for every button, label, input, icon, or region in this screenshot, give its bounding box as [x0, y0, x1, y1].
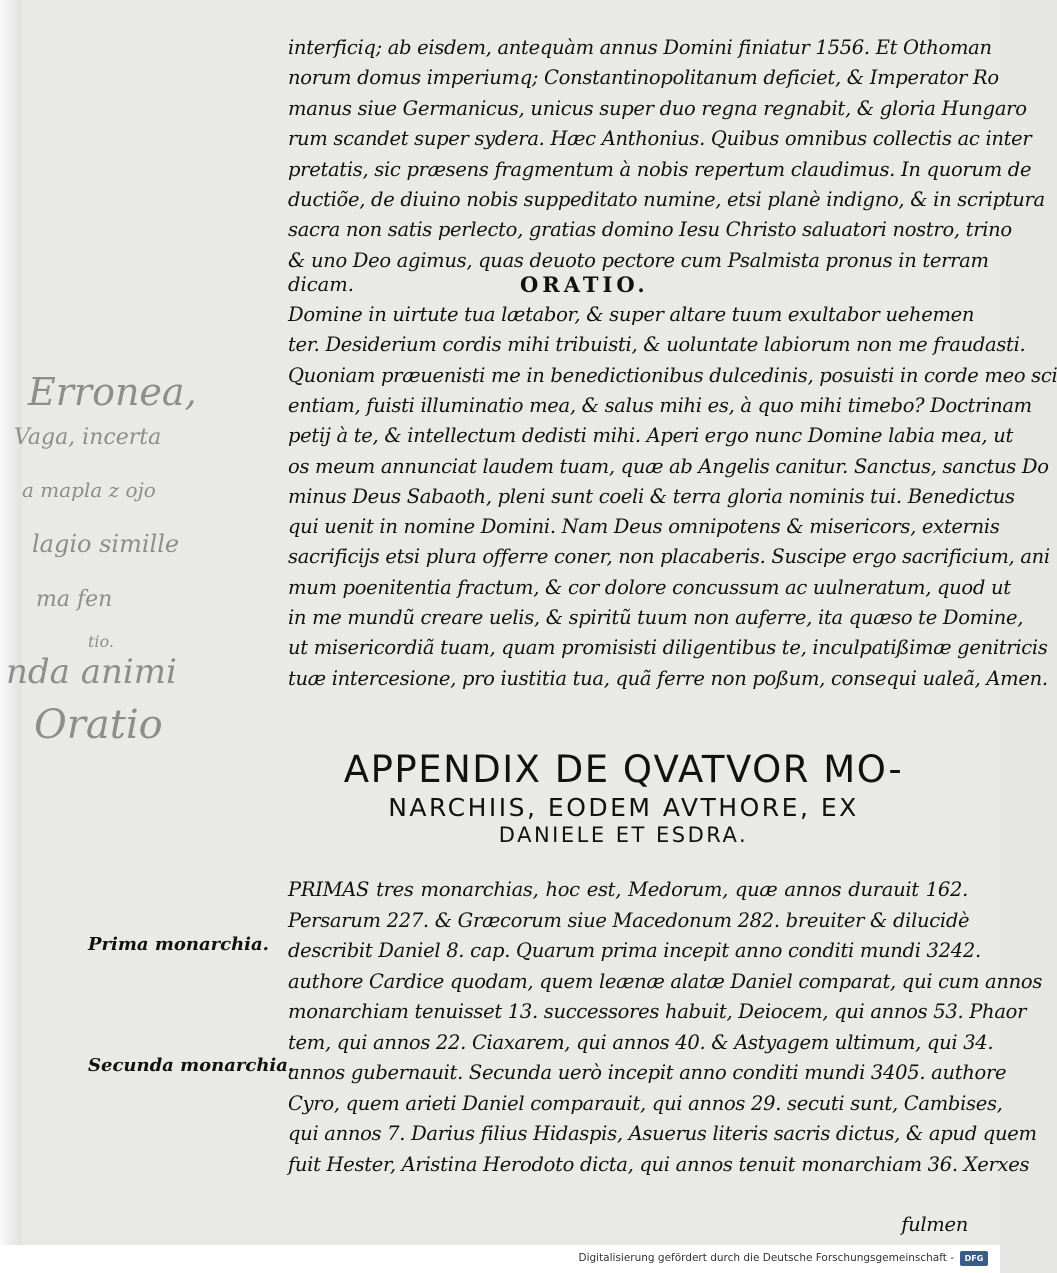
appendix-heading-line1: APPENDIX DE QVATVOR MO- — [343, 748, 904, 791]
footer-credit: Digitalisierung gefördert durch die Deutsche Forschungsgemeinschaft - — [578, 1252, 954, 1264]
margin-note-prima: Prima monarchia. — [88, 934, 269, 955]
text-line: fuit Hester, Aristina Herodoto dicta, qui annos tenuit monarchiam 36. Xerxes — [288, 1152, 1030, 1176]
dfg-logo: DFG — [960, 1251, 988, 1266]
text-line: sacrificijs etsi plura offerre coner, non placaberis. Suscipe ergo sacrificium, ani — [288, 545, 1050, 569]
hw-line: lagio simille — [32, 530, 180, 558]
text-line: Persarum 227. & Græcorum siue Macedonum 282. breuiter & dilucidè — [288, 908, 970, 932]
text-line: mum poenitentia fractum, & cor dolore concussum ac uulneratum, quod ut — [288, 575, 1011, 599]
text-line: petij à te, & intellectum dedisti mihi. Aperi ergo nunc Domine labia mea, ut — [288, 424, 1014, 448]
hw-line: tio. — [88, 632, 114, 651]
text-line: PRIMAS tres monarchias, hoc est, Medorum, quæ annos durauit 162. — [288, 878, 968, 901]
hw-line: Oratio — [34, 702, 163, 748]
text-line: in me mundũ creare uelis, & spiritũ tuum non auferre, ita quæso te Domine, — [288, 606, 1024, 629]
hw-line: nda animi — [6, 652, 177, 692]
text-line: rum scandet super sydera. Hæc Anthonius. Quibus omnibus collectis ac inter — [288, 127, 1032, 151]
text-line: ter. Desiderium cordis mihi tribuisti, & uoluntate labiorum non me fraudasti. — [288, 333, 1026, 357]
margin-note-secunda: Secunda monarchia. — [88, 1055, 295, 1076]
text-line: describit Daniel 8. cap. Quarum prima incepit anno conditi mundi 3242. — [288, 939, 981, 962]
hw-line: a mapla z ojo — [22, 478, 156, 502]
text-line: annos gubernauit. Secunda uerò incepit anno conditi mundi 3405. authore — [288, 1061, 1007, 1084]
text-line: authore Cardice quodam, quem leænæ alatæ Daniel comparat, qui cum annos — [288, 969, 1043, 993]
text-line: sacra non satis perlecto, gratias domino Iesu Christo saluatori nostro, trino — [288, 218, 1012, 242]
hw-line: Vaga, incerta — [14, 425, 162, 450]
line-dicam: dicam. — [288, 273, 354, 296]
text-line: Domine in uirtute tua lætabor, & super altare tuum exultabor uehemen — [288, 303, 975, 326]
hw-line: Erronea, — [28, 370, 197, 414]
footer-bar — [0, 1245, 1000, 1273]
appendix-heading-line2: NARCHIIS, EODEM AVTHORE, EX — [388, 793, 859, 822]
text-line: Quoniam præuenisti me in benedictionibus dulcedinis, posuisti in corde meo sci — [288, 363, 1057, 387]
appendix-heading-line3: DANIELE ET ESDRA. — [498, 823, 749, 847]
text-line: qui annos 7. Darius filius Hidaspis, Asuerus literis sacris dictus, & apud quem — [288, 1122, 1037, 1145]
text-line: pretatis, sic præsens fragmentum à nobis repertum claudimus. In quorum de — [288, 157, 1032, 181]
text-line: interficiq; ab eisdem, antequàm annus Domini finiatur 1556. Et Othoman — [288, 36, 992, 59]
hw-line: ma fen — [36, 587, 113, 612]
text-line: norum domus imperiumq; Constantinopolitanum deficiet, & Imperator Ro — [288, 66, 999, 90]
text-line: tuæ intercesione, pro iustitia tua, quã ferre non poßum, consequi ualeã, Amen. — [288, 666, 1048, 690]
text-line: monarchiam tenuisset 13. successores habuit, Deiocem, qui annos 53. Phaor — [288, 1000, 1027, 1023]
text-line: & uno Deo agimus, quas deuoto pectore cum Psalmista pronus in terram — [288, 248, 989, 272]
text-line: os meum annunciat laudem tuam, quæ ab Angelis canitur. Sanctus, sanctus Do — [288, 454, 1049, 478]
text-line: entiam, fuisti illuminatio mea, & salus mihi es, à quo mihi timebo? Doctrinam — [288, 393, 1032, 417]
text-line: ut misericordiã tuam, quam promisisti diligentibus te, inculpatißimæ genitricis — [288, 636, 1048, 660]
text-line: Cyro, quem arieti Daniel comparauit, qui annos 29. secuti sunt, Cambises, — [288, 1091, 1003, 1115]
text-line: minus Deus Sabaoth, pleni sunt coeli & terra gloria nominis tui. Benedictus — [288, 484, 1015, 508]
text-line: ductiõe, de diuino nobis suppeditato numine, etsi planè indigno, & in scriptura — [288, 188, 1045, 211]
text-line: qui uenit in nomine Domini. Nam Deus omnipotens & misericors, externis — [288, 515, 1000, 539]
text-line: tem, qui annos 22. Ciaxarem, qui annos 40. & Astyagem ultimum, qui 34. — [288, 1030, 994, 1054]
oratio-heading: ORATIO. — [520, 272, 649, 297]
catchword: fulmen — [901, 1213, 968, 1236]
text-line: manus siue Germanicus, unicus super duo regna regnabit, & gloria Hungaro — [288, 96, 1027, 120]
page-edge — [0, 0, 22, 1245]
